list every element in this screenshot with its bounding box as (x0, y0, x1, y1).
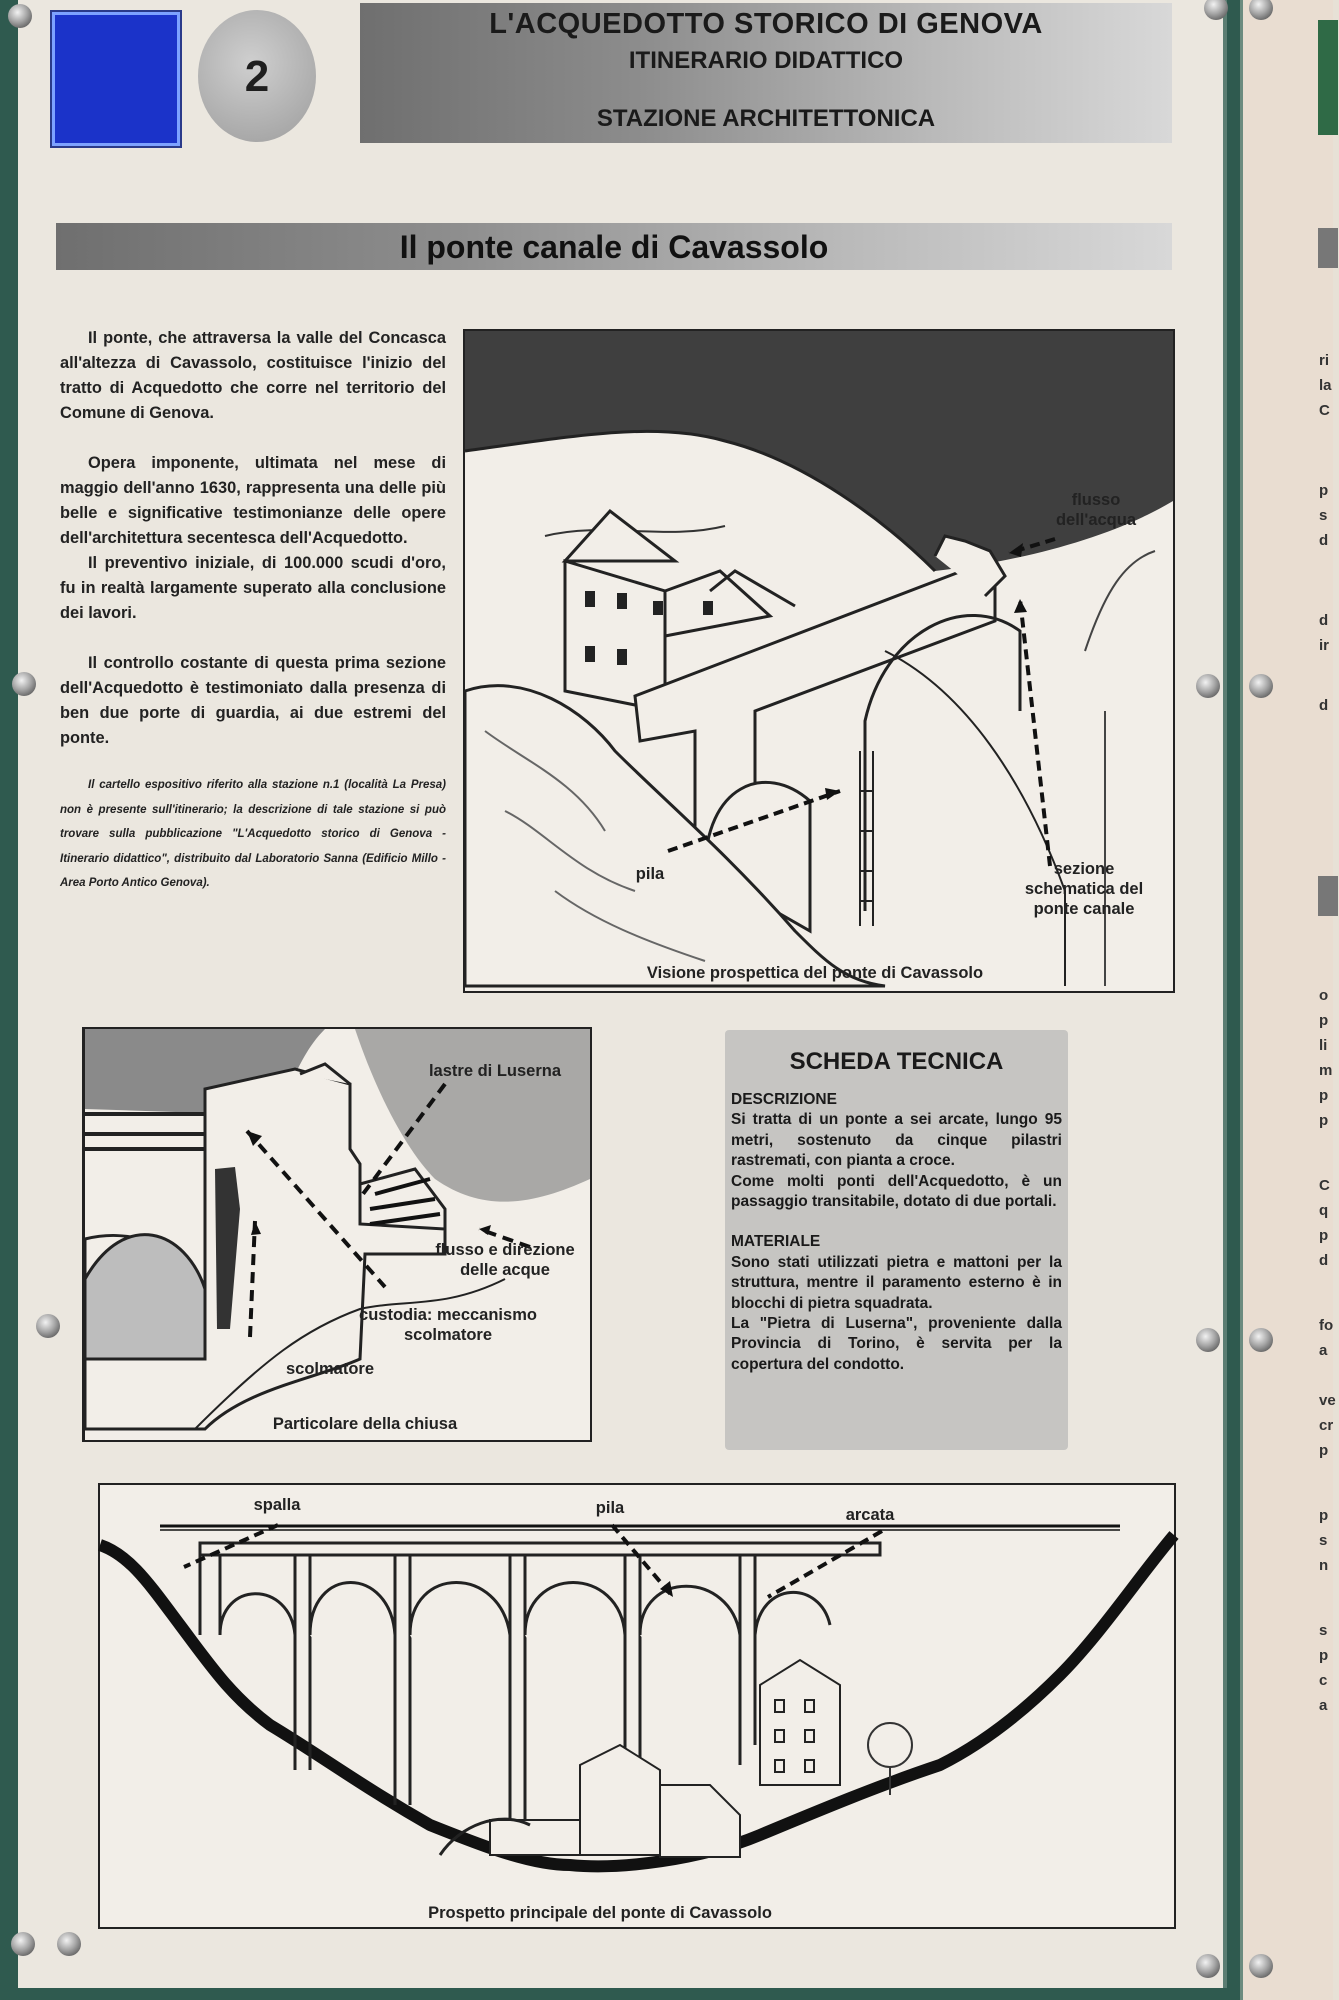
screw (1196, 1328, 1220, 1352)
adjacent-text-fragment: p (1319, 1227, 1329, 1244)
perspective-drawing (463, 329, 1175, 993)
station-number: 2 (244, 52, 270, 101)
header-title: L'ACQUEDOTTO STORICO DI GENOVA (489, 8, 1043, 40)
blue-square-icon (52, 12, 180, 146)
desc-text-1: Si tratta di un ponte a sei arcate, lungo 95 metri, sostenuto da cinque pilastri rastremati, con pianta a croce. (731, 1111, 1062, 1170)
adjacent-header (1318, 20, 1338, 135)
perspective-caption: Visione prospettica del ponte di Cavassolo (646, 964, 984, 982)
adjacent-text-fragment: li (1319, 1037, 1328, 1054)
adjacent-text-fragment: ve (1319, 1392, 1336, 1409)
screw (11, 1932, 35, 1956)
screw (1249, 1954, 1273, 1978)
tech-sheet (725, 1030, 1068, 1450)
detail-drawing (82, 1027, 592, 1442)
desc-title: DESCRIZIONE (731, 1091, 837, 1108)
adjacent-text-fragment: la (1319, 377, 1332, 394)
mat-title: MATERIALE (731, 1233, 821, 1251)
label-scolmatore: scolmatore (285, 1360, 375, 1378)
adjacent-text-fragment: C (1319, 402, 1330, 419)
screw (57, 1932, 81, 1956)
adjacent-text-fragment: s (1319, 1532, 1328, 1549)
mat-text-2: La "Pietra di Luserna", proveniente dalla Provincia di Torino, è servita per la copertura del condotto. (731, 1315, 1062, 1373)
adjacent-text-fragment: p (1319, 1507, 1329, 1524)
tech-sheet-title: SCHEDA TECNICA (789, 1048, 1004, 1075)
screw (1249, 674, 1273, 698)
heading-bar (56, 223, 1172, 270)
adjacent-text-fragment: c (1319, 1672, 1328, 1689)
adjacent-text-fragment: C (1319, 1177, 1330, 1194)
label-flow-direction: flusso e direzione delle acque (435, 1241, 575, 1279)
page-title: Il ponte canale di Cavassolo (399, 229, 829, 265)
desc-text-2: Come molti ponti dell'Acquedotto, è un passaggio transitabile, dotato di due portali. (731, 1172, 1062, 1211)
adjacent-text-fragment: p (1319, 1012, 1329, 1029)
adjacent-text-fragment: s (1319, 507, 1328, 524)
adjacent-text-fragment: d (1319, 697, 1329, 714)
label-custodia: custodia: meccanismo scolmatore (359, 1306, 537, 1344)
adjacent-text-fragment: p (1319, 1442, 1329, 1459)
adjacent-text-fragment: cr (1319, 1417, 1334, 1434)
intro-paragraph-1: Il ponte, che attraversa la valle del Concasca all'altezza di Cavassolo, costituisce l'inizio del tratto di Acquedotto che corre nel territorio del Comune di Genova. (60, 329, 446, 422)
intro-text (60, 326, 446, 896)
mat-text-1: Sono stati utilizzati pietra e mattoni per la struttura, mentre il paramento esterno è in blocchi di pietra squadrata. (731, 1253, 1062, 1312)
adjacent-text-fragment: ri (1319, 352, 1330, 369)
adjacent-heading-bar (1318, 876, 1338, 916)
adjacent-text-fragment: m (1319, 1062, 1333, 1079)
adjacent-heading-bar (1318, 228, 1338, 268)
screw (1196, 1954, 1220, 1978)
adjacent-text-fragment: p (1319, 1112, 1329, 1129)
adjacent-text-fragment: s (1319, 1622, 1328, 1639)
header-subtitle: ITINERARIO DIDATTICO (628, 47, 904, 74)
detail-caption: Particolare della chiusa (272, 1415, 458, 1433)
intro-paragraph-2: Opera imponente, ultimata nel mese di maggio dell'anno 1630, rappresenta una delle più belle e significative testimonianze delle opere dell'architettura secentesca dell'Acquedotto. (60, 454, 446, 547)
adjacent-text-fragment: fo (1319, 1317, 1334, 1334)
label-slabs: lastre di Luserna (428, 1062, 562, 1080)
screw (1249, 0, 1273, 20)
adjacent-text-fragment: d (1319, 1252, 1329, 1269)
screw (36, 1314, 60, 1338)
label-pila: pila (635, 865, 665, 883)
adjacent-text-fragment: n (1319, 1557, 1329, 1574)
intro-note: Il cartello espositivo riferito alla stazione n.1 (località La Presa) non è presente sull'itinerario; la descrizione di tale stazione si può trovare sulla pubblicazione "L'Acquedotto storico di Genova - Itinerario didattico", distribuito dal Laboratorio Sanna (Edificio Millo - Area Porto Antico Genova). (60, 779, 446, 890)
adjacent-panel (1240, 0, 1336, 2000)
label-section: sezione schematica del ponte canale (1024, 860, 1144, 918)
screw (8, 4, 32, 28)
label-flow: flusso dell'acqua (1055, 491, 1137, 529)
bridge-elevation-illustration (100, 1485, 1174, 1927)
screw (1204, 0, 1228, 20)
adjacent-text-fragment: p (1319, 1647, 1329, 1664)
adjacent-text-fragment: p (1319, 482, 1329, 499)
adjacent-text-fragment: o (1319, 987, 1329, 1004)
label-arcata: arcata (845, 1506, 895, 1524)
screw (1249, 1328, 1273, 1352)
header-section: STAZIONE ARCHITETTONICA (596, 105, 936, 132)
elevation-drawing (98, 1483, 1176, 1929)
adjacent-text-fragment: ir (1319, 637, 1330, 654)
intro-paragraph-3: Il preventivo iniziale, di 100.000 scudi d'oro, fu in realtà largamente superato alla conclusione dei lavori. (60, 554, 446, 622)
adjacent-text-fragment: a (1319, 1697, 1328, 1714)
adjacent-text-fragment: d (1319, 612, 1329, 629)
label-spalla: spalla (253, 1496, 301, 1514)
screw (1196, 674, 1220, 698)
label-pila-elevation: pila (595, 1499, 625, 1517)
elevation-caption: Prospetto principale del ponte di Cavassolo (428, 1904, 772, 1922)
intro-paragraph-4: Il controllo costante di questa prima sezione dell'Acquedotto è testimoniato dalla presenza di ben due porte di guardia, ai due estremi del ponte. (60, 654, 446, 747)
screw (12, 672, 36, 696)
adjacent-text-fragment: q (1319, 1202, 1329, 1219)
station-badge (198, 10, 316, 142)
adjacent-text-fragment: p (1319, 1087, 1329, 1104)
main-panel (18, 0, 1227, 1988)
adjacent-text-fragment: d (1319, 532, 1329, 549)
adjacent-text-fragment: a (1319, 1342, 1328, 1359)
header-banner (360, 3, 1172, 143)
